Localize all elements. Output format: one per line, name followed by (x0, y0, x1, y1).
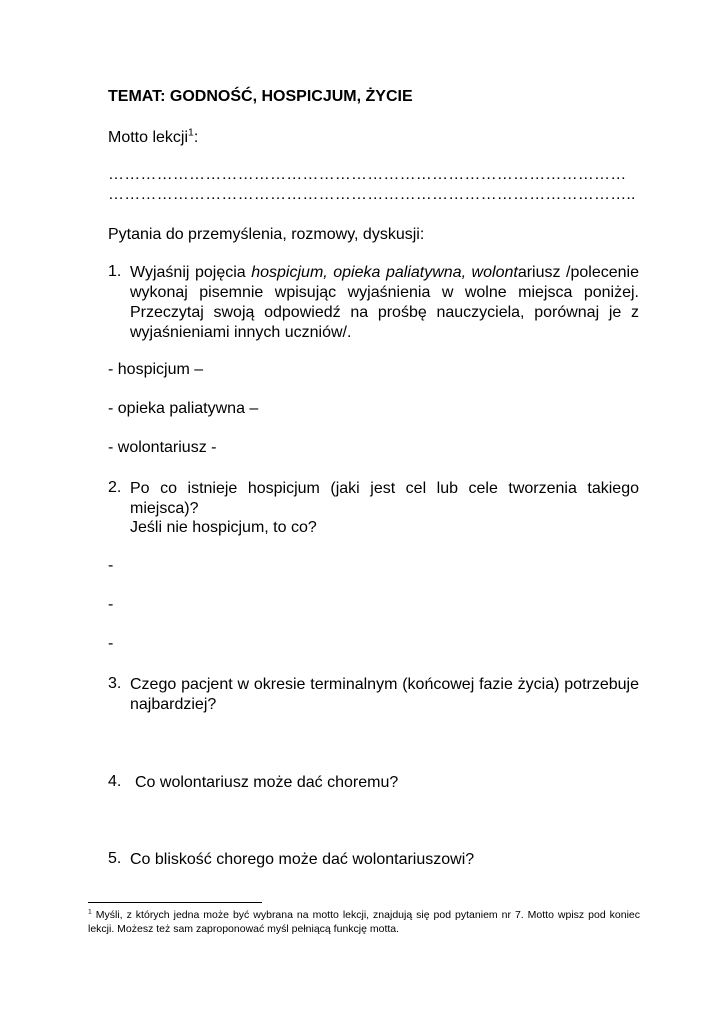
question-5-number: 5. (108, 850, 122, 867)
question-3-number: 3. (108, 675, 122, 692)
motto-answer-line-1[interactable]: …………………………………………………………………………………… (108, 166, 627, 183)
question-1-number: 1. (108, 263, 122, 280)
questions-intro: Pytania do przemyślenia, rozmowy, dyskusji: (108, 226, 425, 243)
answer-dash-3[interactable]: - (108, 635, 114, 652)
page-title: TEMAT: GODNOŚĆ, HOSPICJUM, ŻYCIE (108, 88, 413, 105)
answer-opieka-paliatywna[interactable]: - opieka paliatywna – (108, 400, 259, 417)
question-3-text: Czego pacjent w okresie terminalnym (końcowej fazie życia) potrzebuje najbardziej? (130, 676, 639, 713)
footnote (88, 908, 640, 936)
motto-label-text: Motto lekcji (108, 129, 189, 146)
footnote-marker: 1 (88, 908, 92, 916)
question-2-text: Po co istnieje hospicjum (jaki jest cel lub cele tworzenia takiego miejsca)? (130, 480, 639, 517)
footnote-separator (88, 902, 262, 903)
answer-dash-1[interactable]: - (108, 557, 114, 574)
question-2-number: 2. (108, 479, 122, 496)
motto-answer-line-2[interactable]: …………………………………………………………………………………….. (108, 186, 636, 203)
question-1-rest: ariusz /polecenie wykonaj pisemnie wpisując wyjaśnienia w wolne miejsca poniżej. Przeczytaj swoją odpowiedź na prośbę nauczyciela, porównaj je z wyjaśnieniami innych uczniów/. (130, 264, 639, 341)
question-4-number: 4. (108, 773, 122, 790)
footnote-text: Myśli, z których jedna może być wybrana na motto lekcji, znajdują się pod pytaniem nr 7. Motto wpisz pod koniec lekcji. Możesz też sam zaproponować myśl pełniącą funkcję motta. (88, 909, 640, 935)
question-5-text: Co bliskość chorego może dać wolontariuszowi? (130, 851, 475, 868)
answer-hospicjum[interactable]: - hospicjum – (108, 361, 204, 378)
question-2-subline: Jeśli nie hospicjum, to co? (130, 519, 317, 536)
question-1-lead: Wyjaśnij pojęcia (130, 264, 252, 281)
answer-wolontariusz[interactable]: - wolontariusz - (108, 439, 217, 456)
footnote-reference: 1 (188, 127, 194, 139)
motto-label (108, 128, 198, 148)
question-1-text (130, 263, 639, 343)
answer-dash-2[interactable]: - (108, 596, 114, 613)
question-1-terms: hospicjum, opieka paliatywna, wolont (251, 264, 518, 281)
question-4-text: Co wolontariusz może dać choremu? (135, 774, 399, 791)
motto-colon: : (193, 129, 199, 146)
